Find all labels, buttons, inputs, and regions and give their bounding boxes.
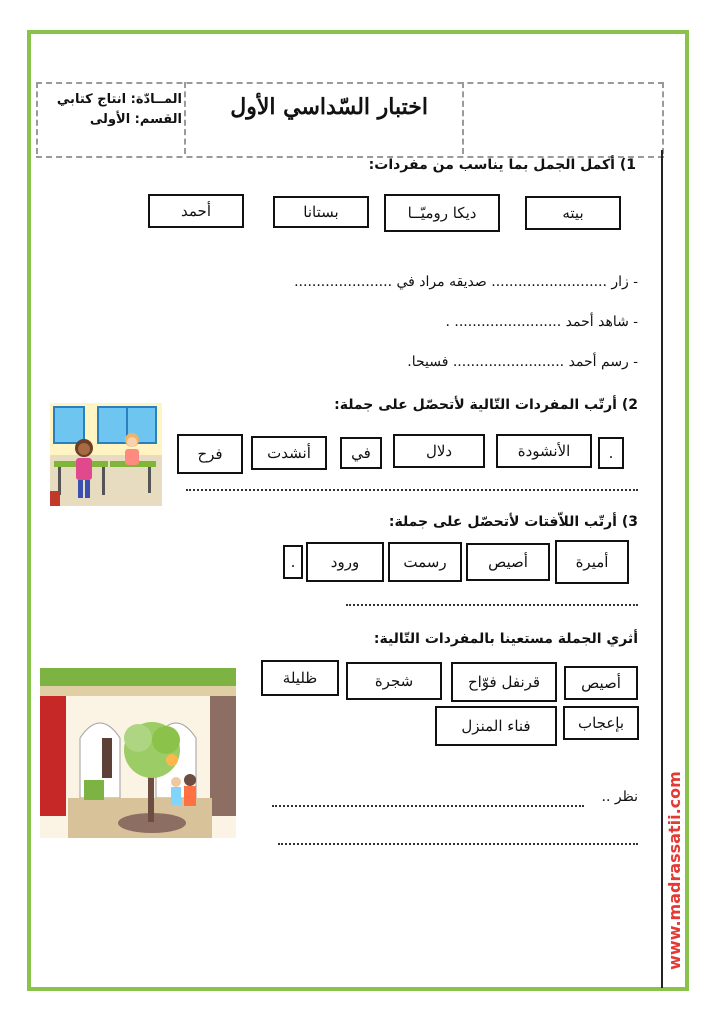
q2-word-box: أنشدت: [251, 436, 327, 470]
page-frame: [27, 30, 689, 991]
q4-word-box: بإعجاب: [563, 706, 639, 740]
q2-word-box: فرح: [177, 434, 243, 474]
q4-word-box: قرنفل فوّاح: [451, 662, 557, 702]
q4-prompt: أثري الجملة مستعينا بالمفردات التّالية:: [373, 631, 638, 647]
q2-word-box: دلال: [393, 434, 485, 468]
q2-answer-line: [186, 489, 638, 491]
q3-word-box: رسمت: [388, 542, 462, 582]
header-subject: المــادّة: انتاج كتابي: [56, 92, 182, 107]
q3-word-box: .: [283, 545, 303, 579]
q3-prompt: 3) أرتّب اللاّفتات لأتحصّل على جملة:: [388, 514, 638, 530]
classroom-illustration: [50, 403, 162, 506]
q2-word-box: الأنشودة: [496, 434, 592, 468]
q4-word-box: شجرة: [346, 662, 442, 700]
q4-answer-line: [272, 805, 584, 807]
q2-prompt: 2) أرتّب المفردات التّالية لأتحصّل على جملة:: [334, 397, 638, 413]
q1-word-box: ديكا روميّــا: [384, 194, 500, 232]
courtyard-illustration: [40, 668, 236, 838]
q1-sentence: - زار .......................... صديقه مراد في ......................: [294, 274, 638, 290]
page-title: اختبار السّداسي الأول: [230, 94, 428, 120]
header-empty-box: [462, 82, 664, 154]
header-class: القسم: الأولى: [89, 112, 182, 127]
q1-word-box: بستانا: [273, 196, 369, 228]
q1-word-box: بيته: [525, 196, 621, 230]
site-watermark: [660, 765, 688, 975]
q3-answer-line: [346, 604, 638, 606]
q4-word-box: فناء المنزل: [435, 706, 557, 746]
q4-word-box: أصيص: [564, 666, 638, 700]
q4-word-box: ظليلة: [261, 660, 339, 696]
q1-word-box: أحمد: [148, 194, 244, 228]
q1-sentence: - رسم أحمد ......................... فسيحا.: [407, 354, 638, 370]
q3-word-box: أميرة: [555, 540, 629, 584]
q3-word-box: ورود: [306, 542, 384, 582]
q2-word-box: .: [598, 437, 624, 469]
q2-word-box: في: [340, 437, 382, 469]
q4-answer-line: [278, 843, 638, 845]
q4-sentence-start: نظر ..: [601, 789, 638, 805]
watermark-text: www.madrassatii.com: [664, 770, 684, 970]
q3-word-box: أصيص: [466, 543, 550, 581]
q1-prompt: 1) أكمل الجمل بما يناسب من مفردات:: [368, 157, 636, 173]
q1-sentence: - شاهد أحمد ........................ .: [445, 314, 638, 330]
